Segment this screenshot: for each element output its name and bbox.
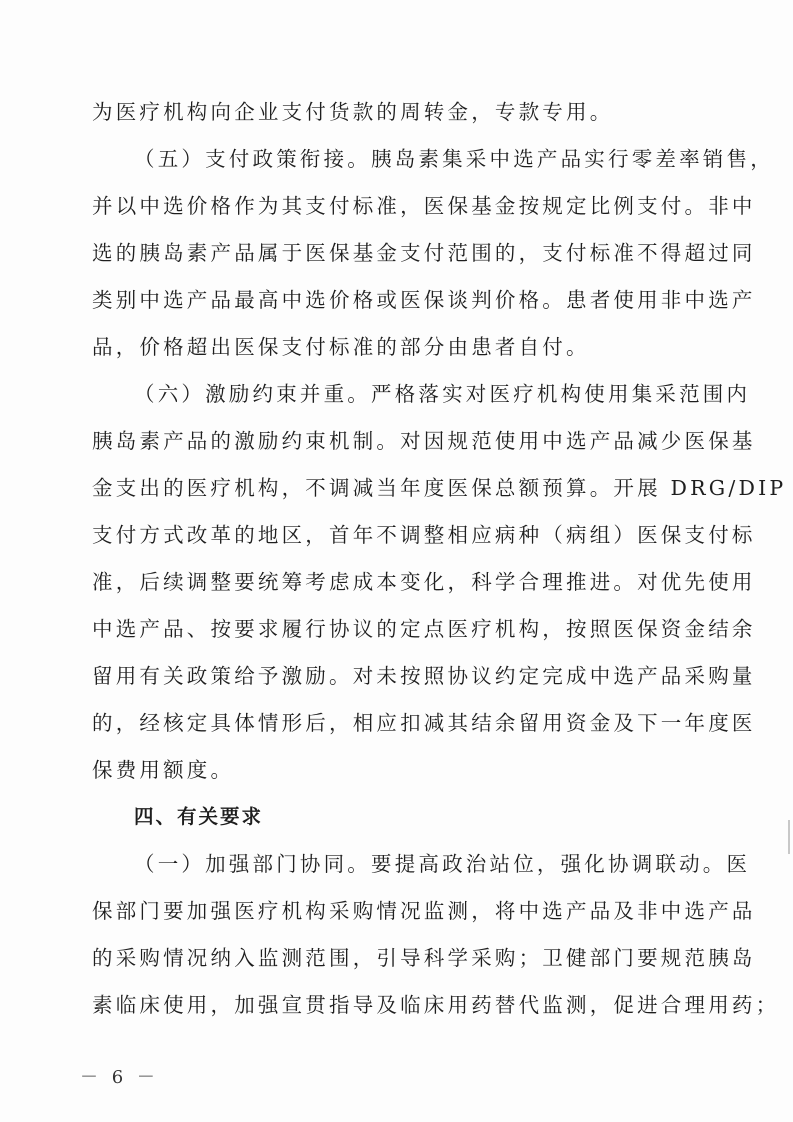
text-line: 准，后续调整要统筹考虑成本变化，科学合理推进。对优先使用 [92,570,756,594]
text-line: 胰岛素产品的激励约束机制。对因规范使用中选产品减少医保基 [92,429,756,453]
text-line: 留用有关政策给予激励。对未按照协议约定完成中选产品采购量 [92,664,756,688]
text-line: 保费用额度。 [92,758,235,782]
scan-edge-mark [788,820,790,854]
section-six-heading-line: （六）激励约束并重。严格落实对医疗机构使用集采范围内 [134,382,751,406]
text-line: 的，经核定具体情形后，相应扣减其结余留用资金及下一年度医 [92,711,756,735]
page-number: － 6 － [80,1067,159,1088]
subsection-one-heading-line: （一）加强部门协同。要提高政治站位，强化协调联动。医 [134,852,751,876]
text-line: 支付方式改革的地区，首年不调整相应病种（病组）医保支付标 [92,523,756,547]
text-line: 为医疗机构向企业支付货款的周转金，专款专用。 [92,100,614,124]
text-line: 的采购情况纳入监测范围，引导科学采购；卫健部门要规范胰岛 [92,946,756,970]
text-line: 品，价格超出医保支付标准的部分由患者自付。 [92,335,590,359]
section-four-heading: 四、有关要求 [134,805,264,828]
text-line: 选的胰岛素产品属于医保基金支付范围的，支付标准不得超过同 [92,241,756,265]
text-line: 并以中选价格作为其支付标准，医保基金按规定比例支付。非中 [92,194,756,218]
text-line: 保部门要加强医疗机构采购情况监测，将中选产品及非中选产品 [92,899,756,923]
section-five-heading-line: （五）支付政策衔接。胰岛素集采中选产品实行零差率销售， [134,147,774,171]
text-line: 素临床使用，加强宣贯指导及临床用药替代监测，促进合理用药； [92,993,780,1017]
text-line: 金支出的医疗机构，不调减当年度医保总额预算。开展 DRG/DIP [92,476,787,500]
text-line: 中选产品、按要求履行协议的定点医疗机构，按照医保资金结余 [92,617,756,641]
text-line: 类别中选产品最高中选价格或医保谈判价格。患者使用非中选产 [92,288,756,312]
